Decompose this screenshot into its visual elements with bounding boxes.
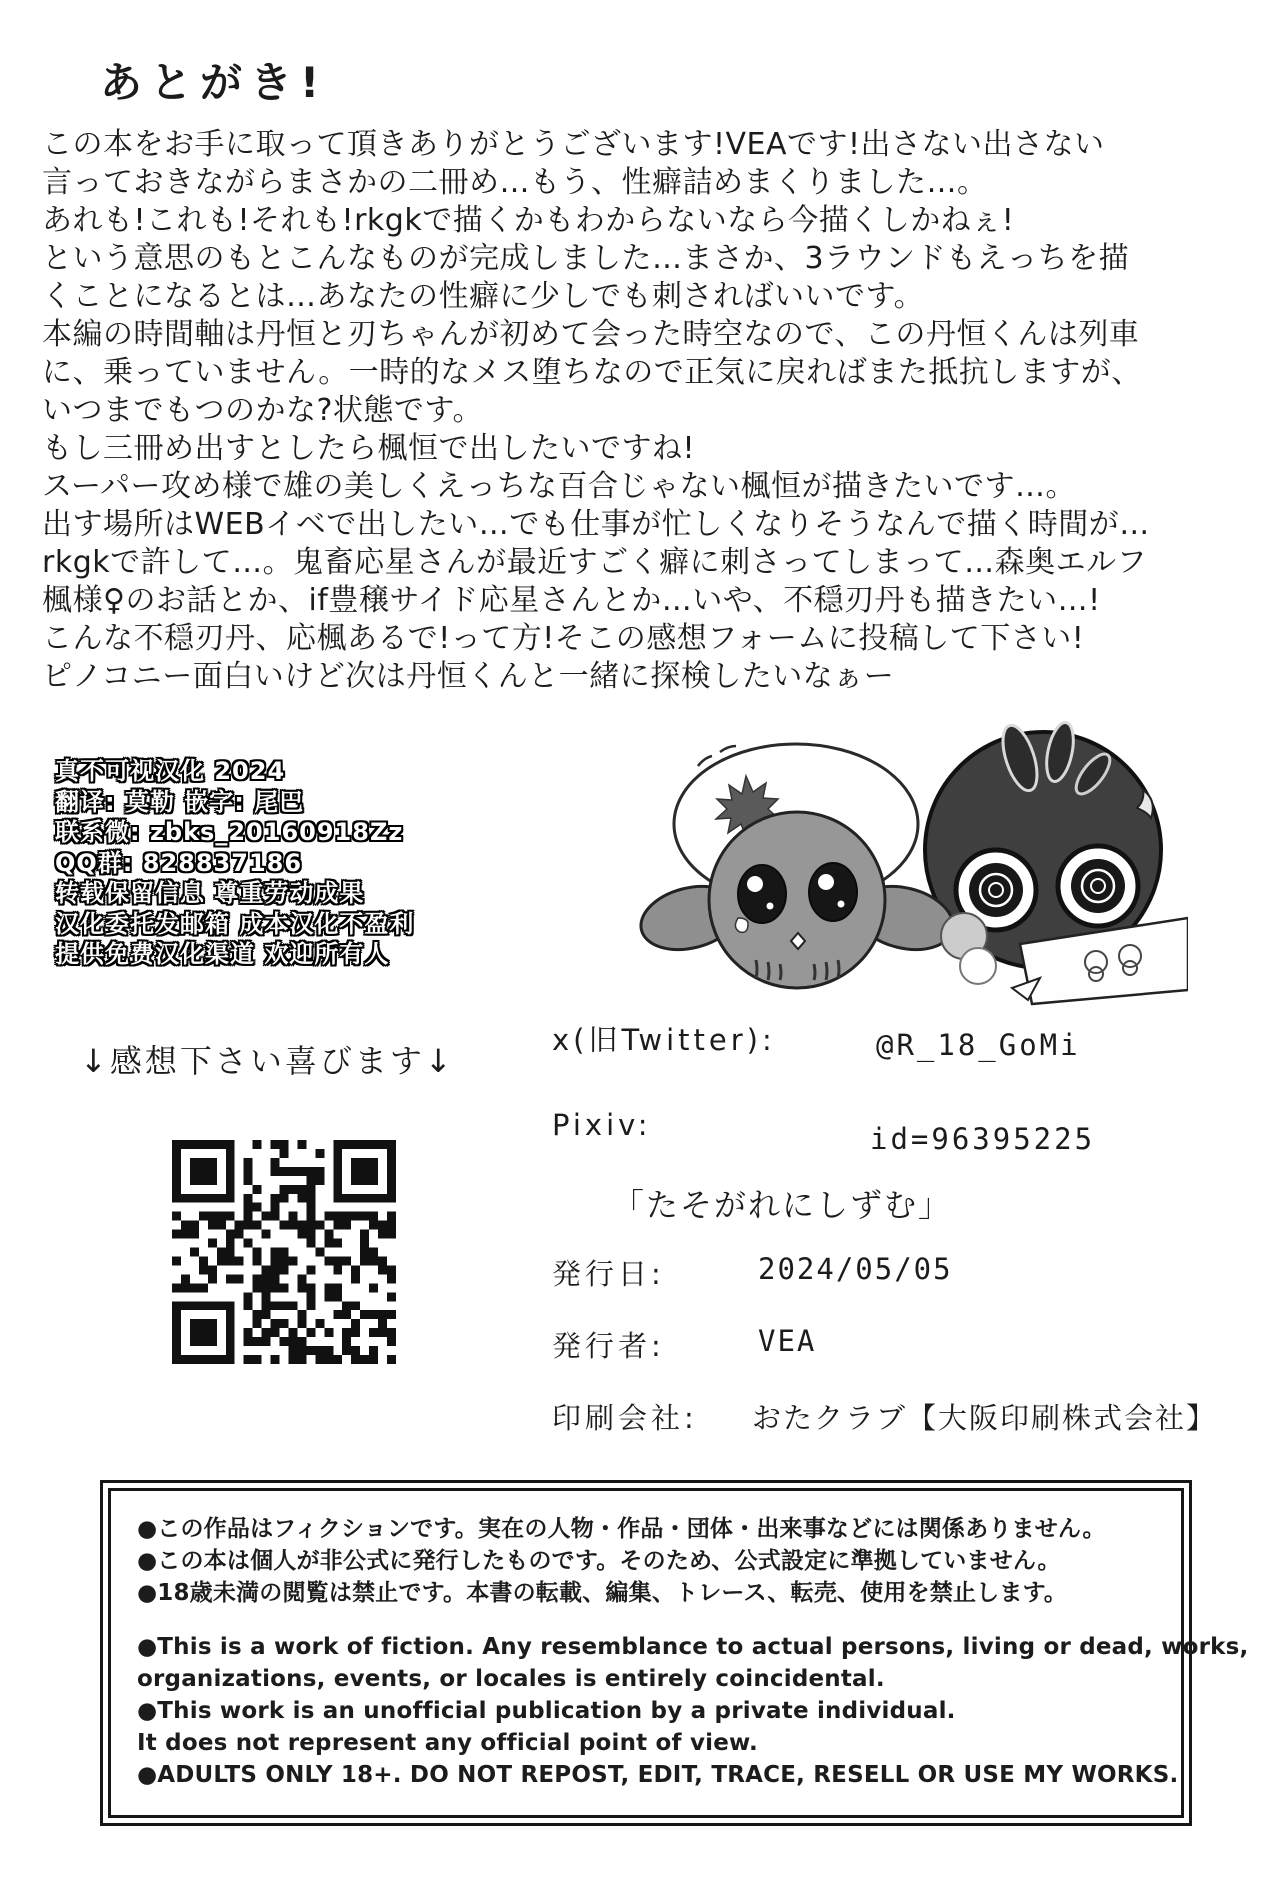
credit-line: 联系微: zbks_20160918Zz xyxy=(55,818,404,846)
publisher-value: VEA xyxy=(758,1324,817,1358)
credit-line: 汉化委托发邮箱 成本汉化不盈利 xyxy=(55,909,415,938)
qr-pattern xyxy=(172,1140,396,1364)
afterword-line: 出す場所はWEBイベで出したい…でも仕事が忙しくなりそうなんで描く時間が… xyxy=(42,507,1150,542)
disclaimer-en-line: ●This work is an unofficial publication by a private individual. xyxy=(137,1698,956,1724)
afterword-line: くことになるとは…あなたの性癖に少しでも刺さればいいです。 xyxy=(42,279,925,314)
publish-date-label: 発行日: xyxy=(552,1257,665,1291)
disclaimer-en-line: ●This is a work of fiction. Any resemblance to actual persons, living or dead, works, xyxy=(137,1634,1249,1660)
pixiv-label: Pixiv: xyxy=(552,1108,652,1142)
credit-line: 翻译: 莫勒 嵌字: 尾巴 xyxy=(55,787,305,816)
printer-label: 印刷会社: xyxy=(552,1401,698,1435)
afterword-line: 楓様♀のお話とか、if豊穣サイド応星さんとか…いや、不穏刃丹も描きたい…! xyxy=(42,583,1101,618)
mascot-drawing xyxy=(628,712,1188,1008)
disclaimer-jp-line: ●この本は個人が非公式に発行したものです。そのため、公式設定に準拠していません。 xyxy=(137,1548,1061,1574)
disclaimer-jp-line: ●この作品はフィクションです。実在の人物・作品・団体・出来事などには関係ありません。 xyxy=(137,1516,1106,1542)
disclaimer-en-line: It does not represent any official point of view. xyxy=(137,1730,758,1756)
afterword-line: いつまでもつのかな?状態です。 xyxy=(42,393,484,428)
qr-code xyxy=(172,1140,396,1364)
disclaimer-en-line: organizations, events, or locales is entirely coincidental. xyxy=(137,1666,885,1692)
afterword-line: この本をお手に取って頂きありがとうございます!VEAです!出さない出さない xyxy=(42,127,1105,162)
page-title: あとがき! xyxy=(100,58,328,107)
disclaimer-gap xyxy=(137,1609,1155,1631)
feedback-arrow-note: ↓感想下さい喜びます↓ xyxy=(80,1042,455,1080)
afterword-line: 本編の時間軸は丹恒と刃ちゃんが初めて会った時空なので、この丹恒くんは列車 xyxy=(42,317,1140,352)
twitter-handle: @R_18_GoMi xyxy=(876,1028,1081,1062)
afterword-line: ピノコニー面白いけど次は丹恒くんと一緒に探検したいなぁー xyxy=(42,659,895,694)
credit-line: 提供免费汉化渠道 欢迎所有人 xyxy=(55,940,390,968)
translation-credits xyxy=(55,756,414,970)
disclaimer-box-inner xyxy=(108,1488,1249,1818)
afterword-line: 言っておきながらまさかの二冊め…もう、性癖詰めまくりました…。 xyxy=(42,165,988,200)
credit-line: QQ群: 828837186 xyxy=(55,848,303,877)
pixiv-id: id=96395225 xyxy=(870,1122,1096,1156)
disclaimer-english xyxy=(137,1631,1249,1791)
twitter-label: x(旧Twitter): xyxy=(552,1023,776,1057)
afterword-line: もし三冊め出すとしたら楓恒で出したいですね! xyxy=(42,431,696,466)
disclaimer-jp-line: ●18歳未満の閲覧は禁止です。本書の転載、編集、トレース、転売、使用を禁止します。 xyxy=(137,1580,1068,1606)
disclaimer-en-line: ●ADULTS ONLY 18+. DO NOT REPOST, EDIT, TRACE, RESELL OR USE MY WORKS. xyxy=(137,1762,1179,1788)
disclaimer-box xyxy=(100,1480,1249,1826)
credit-line: 真不可视汉化 2024 xyxy=(55,757,286,785)
printer-value: おたクラブ【大阪印刷株式会社】 xyxy=(752,1401,1218,1435)
credit-line: 转载保留信息 尊重劳动成果 xyxy=(55,879,365,907)
circle-name: 「たそがれにしずむ」 xyxy=(612,1186,953,1224)
mascot-illustration xyxy=(628,712,1188,1008)
afterword-line: という意思のもとこんなものが完成しました…まさか、3ラウンドもえっちを描 xyxy=(42,241,1130,276)
afterword-text xyxy=(42,126,1267,696)
disclaimer-japanese xyxy=(137,1513,1155,1609)
afterword-line: に、乗っていません。一時的なメス堕ちなので正気に戻ればまた抵抗しますが、 xyxy=(42,355,1142,390)
publisher-label: 発行者: xyxy=(552,1329,665,1363)
publish-date-value: 2024/05/05 xyxy=(758,1252,953,1286)
afterword-line: rkgkで許して…。鬼畜応星さんが最近すごく癖に刺さってしまって…森奥エルフ xyxy=(42,545,1148,580)
afterword-line: こんな不穏刃丹、応楓あるで!って方!そこの感想フォームに投稿して下さい! xyxy=(42,621,1085,656)
afterword-line: スーパー攻め様で雄の美しくえっちな百合じゃない楓恒が描きたいです…。 xyxy=(42,469,1076,504)
afterword-line: あれも!これも!それも!rkgkで描くかもわからないなら今描くしかねぇ! xyxy=(42,203,1015,238)
